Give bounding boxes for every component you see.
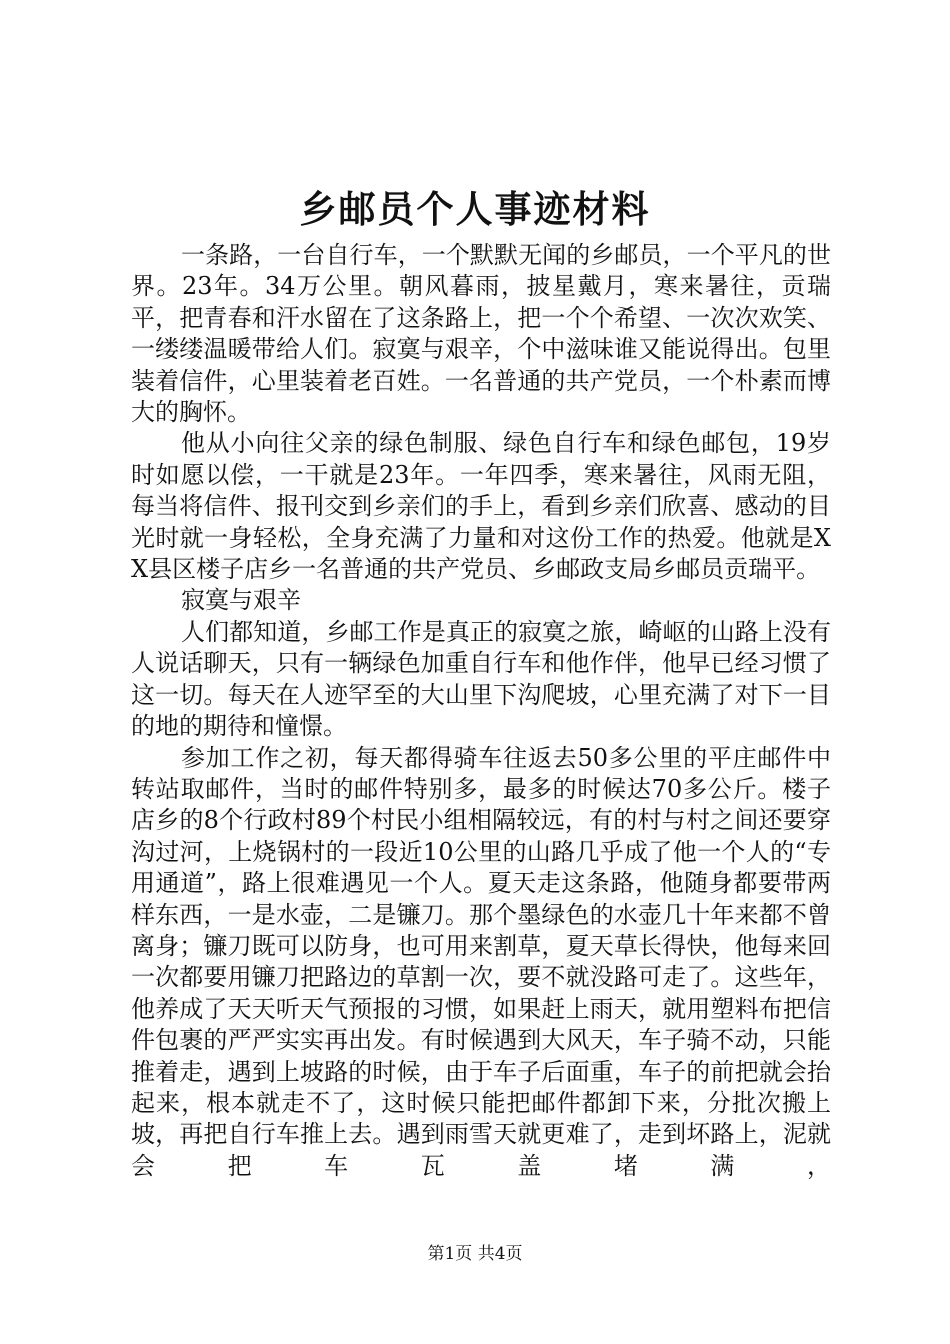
paragraph: 参加工作之初，每天都得骑车往返去50多公里的平庄邮件中转站取邮件，当时的邮件特别多，最多的时候达70多公斤。楼子店乡的8个行政村89个村民小组相隔较远，有的村与村之间还要穿沟过河，上烧锅村的一段近10公里的山路几乎成了他一个人的“专用通道”，路上很难遇见一个人。夏天走这条路，他随身都要带两样东西，一是水壶，二是镰刀。那个墨绿色的水壶几十年来都不曾离身；镰刀既可以防身，也可用来割草，夏天草长得快，他每来回一次都要用镰刀把路边的草割一次，要不就没路可走了。这些年，他养成了天天听天气预报的习惯，如果赶上雨天，就用塑料布把信件包裹的严严实实再出发。有时候遇到大风天，车子骑不动，只能推着走，遇到上坡路的时候，由于车子后面重，车子的前把就会抬起来，根本就走不了，这时候只能把邮件都卸下来，分批次搬上坡，再把自行车推上去。遇到雨雪天就更难了，走到坏路上，泥就会把车瓦盖堵满， bbox=[131, 743, 831, 1180]
document-body bbox=[131, 240, 831, 1182]
page-footer: 第1页 共4页 bbox=[427, 1244, 523, 1264]
document-title: 乡邮员个人事迹材料 bbox=[299, 187, 651, 231]
paragraph: 一条路，一台自行车，一个默默无闻的乡邮员，一个平凡的世界。23年。34万公里。朝风暮雨，披星戴月，寒来暑往，贡瑞平，把青春和汗水留在了这条路上，把一个个希望、一次次欢笑、一缕缕温暖带给人们。寂寞与艰辛，个中滋味谁又能说得出。包里装着信件，心里装着老百姓。一名普通的共产党员，一个朴素而博大的胸怀。 bbox=[131, 241, 831, 427]
paragraph: 人们都知道，乡邮工作是真正的寂寞之旅，崎岖的山路上没有人说话聊天，只有一辆绿色加重自行车和他作伴，他早已经习惯了这一切。每天在人迹罕至的大山里下沟爬坡，心里充满了对下一目的地的期待和憧憬。 bbox=[131, 617, 831, 741]
section-heading: 寂寞与艰辛 bbox=[181, 586, 301, 615]
paragraph: 他从小向往父亲的绿色制服、绿色自行车和绿色邮包，19岁时如愿以偿，一干就是23年。一年四季，寒来暑往，风雨无阻，每当将信件、报刊交到乡亲们的手上，看到乡亲们欣喜、感动的目光时就一身轻松，全身充满了力量和对这份工作的热爱。他就是XX县区楼子店乡一名普通的共产党员、乡邮政支局乡邮员贡瑞平。 bbox=[131, 429, 831, 584]
